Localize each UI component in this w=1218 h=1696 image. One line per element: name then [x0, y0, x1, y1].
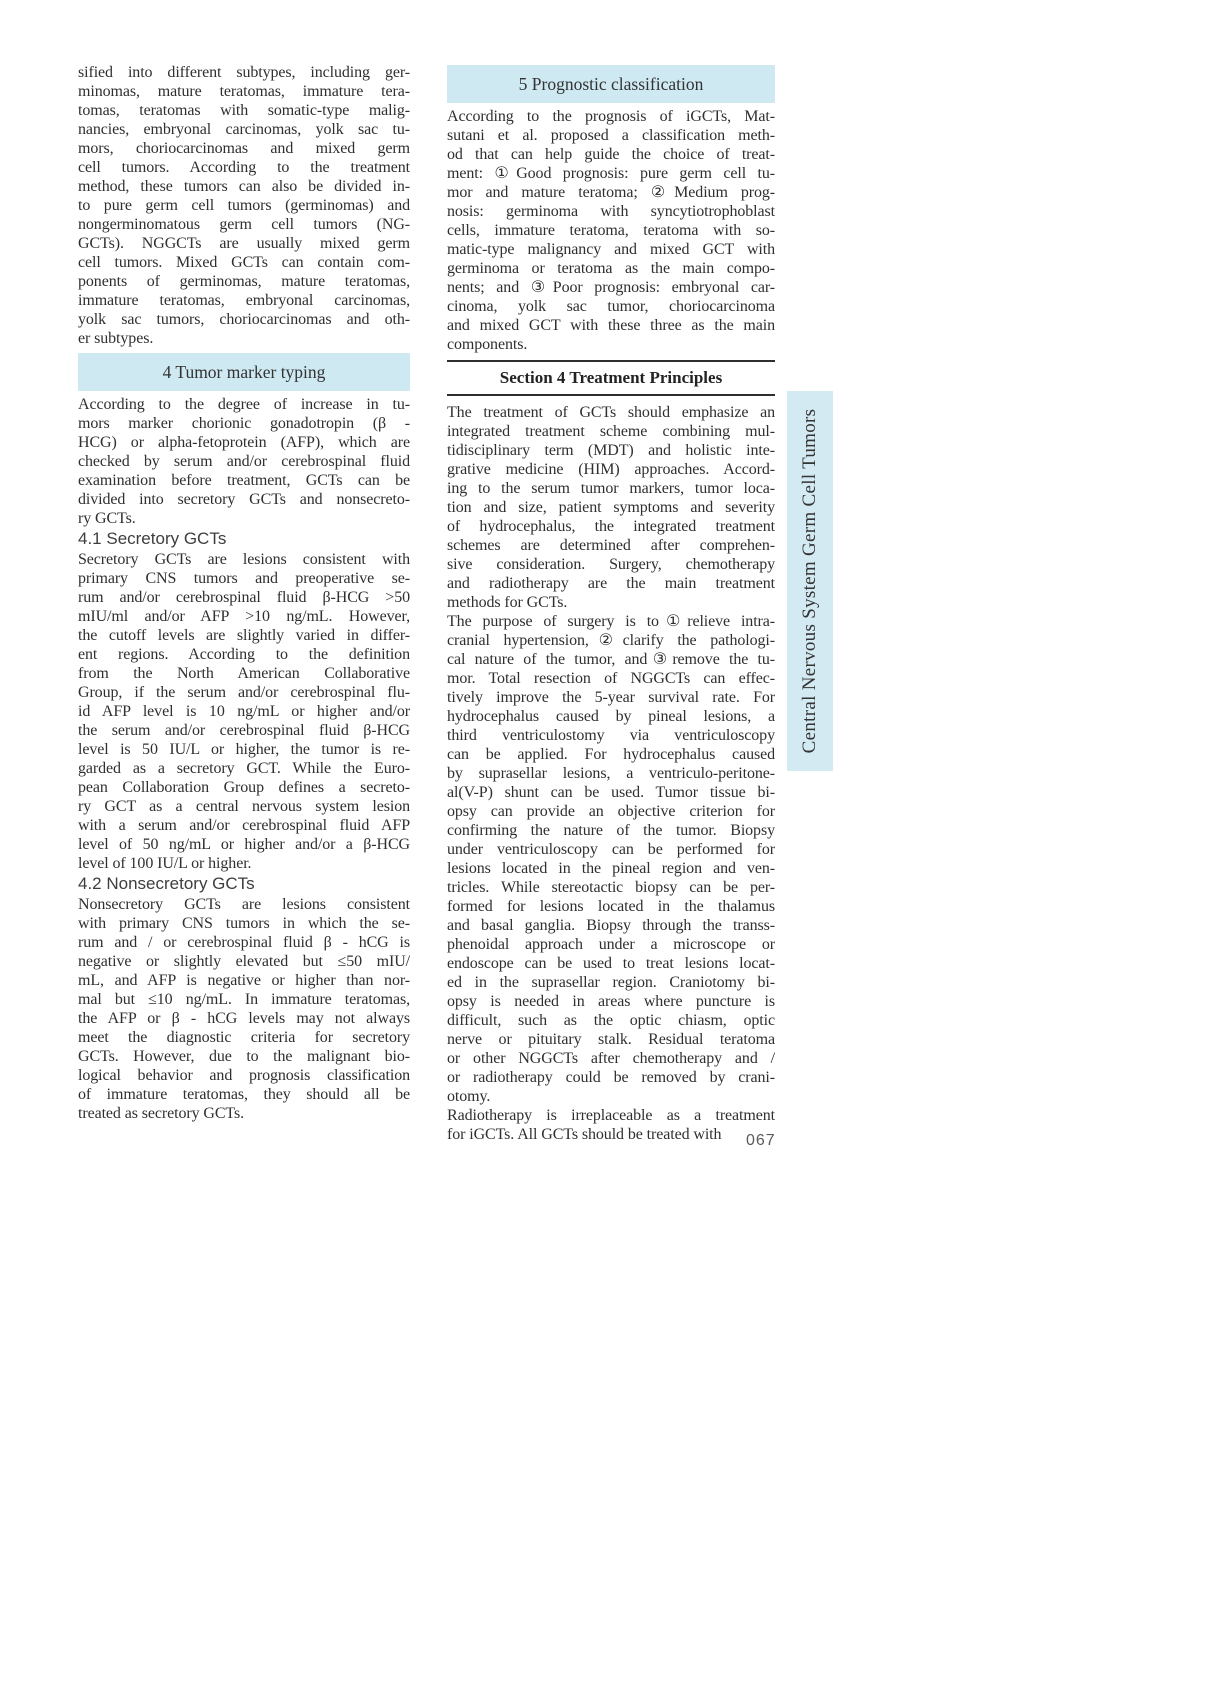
- body-line: from the North American Collaborative: [78, 665, 410, 682]
- body-line: sified into different subtypes, including ger-: [78, 64, 410, 81]
- body-line: sive consideration. Surgery, chemotherapy: [447, 556, 775, 573]
- right-text-column: [447, 63, 775, 1144]
- body-line: rum and / or cerebrospinal fluid β - hCG is: [78, 934, 410, 951]
- body-line: mIU/ml and/or AFP >10 ng/mL. However,: [78, 608, 410, 625]
- subsection-heading: 4.2 Nonsecretory GCTs: [78, 874, 255, 893]
- body-line: the AFP or β - hCG levels may not always: [78, 1010, 410, 1027]
- body-line: garded as a secretory GCT. While the Euro-: [78, 760, 410, 777]
- body-line: treated as secretory GCTs.: [78, 1105, 244, 1122]
- body-line: meet the diagnostic criteria for secretory: [78, 1029, 410, 1046]
- body-line: level is 50 IU/L or higher, the tumor is re-: [78, 741, 410, 758]
- chapter-side-tab-label: Central Nervous System Germ Cell Tumors: [799, 408, 820, 754]
- body-line: The purpose of surgery is to①relieve intra-: [447, 613, 775, 630]
- body-line: mors marker chorionic gonadotropin (β -: [78, 415, 410, 432]
- paragraph: [78, 550, 410, 873]
- body-line: yolk sac tumors, choriocarcinomas and oth-: [78, 311, 410, 328]
- body-line: third ventriculostomy via ventriculoscopy: [447, 727, 775, 744]
- body-line: or radiotherapy could be removed by crani-: [447, 1069, 775, 1086]
- body-line: checked by serum and/or cerebrospinal fluid: [78, 453, 410, 470]
- body-line: of immature teratomas, they should all be: [78, 1086, 410, 1103]
- body-line: GCTs). NGGCTs are usually mixed germ: [78, 235, 410, 252]
- body-line: Nonsecretory GCTs are lesions consistent: [78, 896, 410, 913]
- body-line: formed for lesions located in the thalamus: [447, 898, 775, 915]
- body-line: for iGCTs. All GCTs should be treated with: [447, 1126, 722, 1143]
- body-line: schemes are determined after comprehen-: [447, 537, 775, 554]
- body-line: confirming the nature of the tumor. Biopsy: [447, 822, 775, 839]
- paragraph: [447, 107, 775, 354]
- body-line: method, these tumors can also be divided in-: [78, 178, 410, 195]
- body-line: under ventriculoscopy can be performed for: [447, 841, 775, 858]
- body-line: mor and mature teratoma; ②Medium prog-: [447, 184, 775, 201]
- body-line: mal but ≤10 ng/mL. In immature teratomas,: [78, 991, 410, 1008]
- body-line: tomas, teratomas with somatic-type malig-: [78, 102, 410, 119]
- body-line: matic-type malignancy and mixed GCT with: [447, 241, 775, 258]
- body-line: er subtypes.: [78, 330, 154, 347]
- section-header: 4 Tumor marker typing: [78, 353, 410, 391]
- body-line: opsy can provide an objective criterion for: [447, 803, 775, 820]
- body-line: According to the degree of increase in tu-: [78, 396, 410, 413]
- body-line: level of 50 ng/mL or higher and/or a β-HCG: [78, 836, 410, 853]
- body-line: Group, if the serum and/or cerebrospinal flu-: [78, 684, 410, 701]
- body-line: with a serum and/or cerebrospinal fluid AFP: [78, 817, 410, 834]
- page-number: 067: [746, 1132, 776, 1149]
- body-line: According to the prognosis of iGCTs, Mat-: [447, 108, 775, 125]
- paragraph: [78, 63, 410, 348]
- body-line: nosis: germinoma with syncytiotrophoblast: [447, 203, 775, 220]
- body-line: Secretory GCTs are lesions consistent with: [78, 551, 410, 568]
- body-line: tion and size, patient symptoms and severity: [447, 499, 775, 516]
- body-line: cal nature of the tumor, and③remove the tu-: [447, 651, 775, 668]
- body-line: rum and/or cerebrospinal fluid β-HCG >50: [78, 589, 410, 606]
- body-line: od that can help guide the choice of treat-: [447, 146, 775, 163]
- body-line: divided into secretory GCTs and nonsecreto-: [78, 491, 410, 508]
- body-line: opsy is needed in areas where puncture is: [447, 993, 775, 1010]
- body-line: logical behavior and prognosis classification: [78, 1067, 410, 1084]
- chapter-side-tab: [787, 391, 833, 771]
- body-line: grative medicine (HIM) approaches. Accord-: [447, 461, 775, 478]
- body-line: mors, choriocarcinomas and mixed germ: [78, 140, 410, 157]
- body-line: ing to the serum tumor markers, tumor loca-: [447, 480, 775, 497]
- body-line: by suprasellar lesions, a ventriculo-peritone-: [447, 765, 775, 782]
- body-line: and mixed GCT with these three as the main: [447, 317, 775, 334]
- body-line: id AFP level is 10 ng/mL or higher and/or: [78, 703, 410, 720]
- paragraph: [78, 895, 410, 1123]
- body-line: mor. Total resection of NGGCTs can effec-: [447, 670, 775, 687]
- body-line: with primary CNS tumors in which the se-: [78, 915, 410, 932]
- body-line: level of 100 IU/L or higher.: [78, 855, 252, 872]
- body-line: ponents of germinomas, mature teratomas,: [78, 273, 410, 290]
- body-line: tricles. While stereotactic biopsy can be per-: [447, 879, 775, 896]
- body-line: cells, immature teratoma, teratoma with so-: [447, 222, 775, 239]
- body-line: cinoma, yolk sac tumor, choriocarcinoma: [447, 298, 775, 315]
- body-line: phenoidal approach under a microscope or: [447, 936, 775, 953]
- body-line: sutani et al. proposed a classification meth-: [447, 127, 775, 144]
- body-line: cell tumors. According to the treatment: [78, 159, 410, 176]
- left-text-column: [78, 63, 410, 1123]
- body-line: can be applied. For hydrocephalus caused: [447, 746, 775, 763]
- body-line: or other NGGCTs after chemotherapy and /: [447, 1050, 775, 1067]
- subsection-heading: 4.1 Secretory GCTs: [78, 529, 227, 548]
- body-line: ry GCTs.: [78, 510, 136, 527]
- body-line: components.: [447, 336, 528, 353]
- body-line: methods for GCTs.: [447, 594, 568, 611]
- body-line: germinoma or teratoma as the main compo-: [447, 260, 775, 277]
- body-line: immature teratomas, embryonal carcinomas,: [78, 292, 410, 309]
- body-line: examination before treatment, GCTs can be: [78, 472, 410, 489]
- body-line: Radiotherapy is irreplaceable as a treatment: [447, 1107, 775, 1124]
- body-line: ed in the suprasellar region. Craniotomy bi-: [447, 974, 775, 991]
- paragraph: [447, 612, 775, 1106]
- body-line: otomy.: [447, 1088, 491, 1105]
- paragraph: [447, 1106, 775, 1144]
- section-header: 5 Prognostic classification: [447, 65, 775, 103]
- body-line: the cutoff levels are slightly varied in differ-: [78, 627, 410, 644]
- body-line: cranial hypertension,②clarify the pathologi-: [447, 632, 775, 649]
- body-line: mL, and AFP is negative or higher than nor-: [78, 972, 410, 989]
- body-line: to pure germ cell tumors (germinomas) and: [78, 197, 410, 214]
- body-line: hydrocephalus caused by pineal lesions, a: [447, 708, 775, 725]
- body-line: nerve or pituitary stalk. Residual teratoma: [447, 1031, 775, 1048]
- body-line: ry GCT as a central nervous system lesion: [78, 798, 410, 815]
- body-line: difficult, such as the optic chiasm, optic: [447, 1012, 775, 1029]
- body-line: nents; and ③Poor prognosis: embryonal car-: [447, 279, 775, 296]
- body-line: minomas, mature teratomas, immature tera-: [78, 83, 410, 100]
- body-line: The treatment of GCTs should emphasize an: [447, 404, 775, 421]
- body-line: and radiotherapy are the main treatment: [447, 575, 775, 592]
- paragraph: [447, 403, 775, 612]
- body-line: tively improve the 5-year survival rate. For: [447, 689, 775, 706]
- body-line: pean Collaboration Group defines a secreto-: [78, 779, 410, 796]
- body-line: cell tumors. Mixed GCTs can contain com-: [78, 254, 410, 271]
- body-line: of hydrocephalus, the integrated treatment: [447, 518, 775, 535]
- body-line: integrated treatment scheme combining mul-: [447, 423, 775, 440]
- body-line: ent regions. According to the definition: [78, 646, 410, 663]
- body-line: HCG) or alpha-fetoprotein (AFP), which are: [78, 434, 410, 451]
- body-line: lesions located in the pineal region and ven-: [447, 860, 775, 877]
- body-line: primary CNS tumors and preoperative se-: [78, 570, 410, 587]
- major-section-header: Section 4 Treatment Principles: [447, 360, 775, 396]
- body-line: GCTs. However, due to the malignant bio-: [78, 1048, 410, 1065]
- body-line: the serum and/or cerebrospinal fluid β-HCG: [78, 722, 410, 739]
- body-line: nongerminomatous germ cell tumors (NG-: [78, 216, 410, 233]
- body-line: al(V-P) shunt can be used. Tumor tissue bi-: [447, 784, 775, 801]
- body-line: and basal ganglia. Biopsy through the transs-: [447, 917, 775, 934]
- body-line: nancies, embryonal carcinomas, yolk sac tu-: [78, 121, 410, 138]
- body-line: ment: ①Good prognosis: pure germ cell tu-: [447, 165, 775, 182]
- body-line: endoscope can be used to treat lesions locat-: [447, 955, 775, 972]
- paragraph: [78, 395, 410, 528]
- body-line: negative or slightly elevated but ≤50 mIU/: [78, 953, 410, 970]
- body-line: tidisciplinary term (MDT) and holistic inte-: [447, 442, 775, 459]
